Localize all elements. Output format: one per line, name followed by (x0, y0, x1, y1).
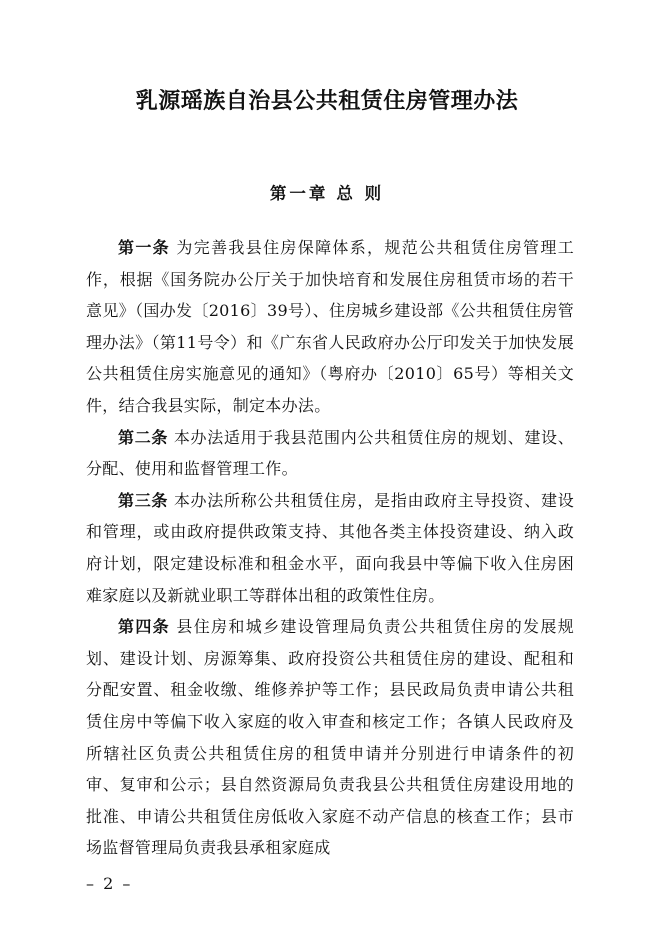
article-label: 第三条 (118, 490, 169, 510)
document-title: 乳源瑶族自治县公共租赁住房管理办法 (135, 88, 519, 114)
page-number: – 2 – (86, 874, 133, 893)
document-body (86, 232, 574, 864)
chapter-heading (0, 181, 654, 207)
article-label: 第一条 (118, 238, 170, 257)
article-text: 为完善我县住房保障体系，规范公共租赁住房管理工作，根据《国务院办公厅关于加快培育和发展住房租赁市场的若干意见》（国办发〔2016〕39号）、住房城乡建设部《公共租赁住房管理办法》（第11号令）和《广东省人民政府办公厅印发关于加快发展公共租赁住房实施意见的通知》（粤府办〔2010〕65号）等相关文件，结合我县实际，制定本办法。 (86, 238, 574, 415)
article-3 (86, 485, 574, 611)
chapter-name: 总 则 (336, 184, 385, 203)
article-text: 本办法所称公共租赁住房，是指由政府主导投资、建设和管理，或由政府提供政策支持、其他各类主体投资建设、纳入政府计划，限定建设标准和租金水平，面向我县中等偏下收入住房困难家庭以及新就业职工等群体出租的政策性住房。 (86, 490, 575, 605)
article-text: 县住房和城乡建设管理局负责公共租赁住房的发展规划、建设计划、房源筹集、政府投资公共租赁住房的建设、配租和分配安置、租金收缴、维修养护等工作；县民政局负责申请公共租赁住房中等偏下收入家庭的收入审查和核定工作；各镇人民政府及所辖社区负责公共租赁住房的租赁申请并分别进行申请条件的初审、复审和公示；县自然资源局负责我县公共租赁住房建设用地的批准、申请公共租赁住房低收入家庭不动产信息的核查工作；县市场监督管理局负责我县承租家庭成 (86, 617, 574, 858)
article-label: 第二条 (118, 427, 169, 447)
article-label: 第四条 (118, 617, 170, 637)
article-4 (86, 611, 574, 864)
article-1 (86, 232, 574, 422)
article-2 (86, 422, 574, 485)
chapter-number: 第一章 (269, 184, 329, 203)
article-text: 本办法适用于我县范围内公共租赁住房的规划、建设、分配、使用和监督管理工作。 (86, 427, 575, 479)
